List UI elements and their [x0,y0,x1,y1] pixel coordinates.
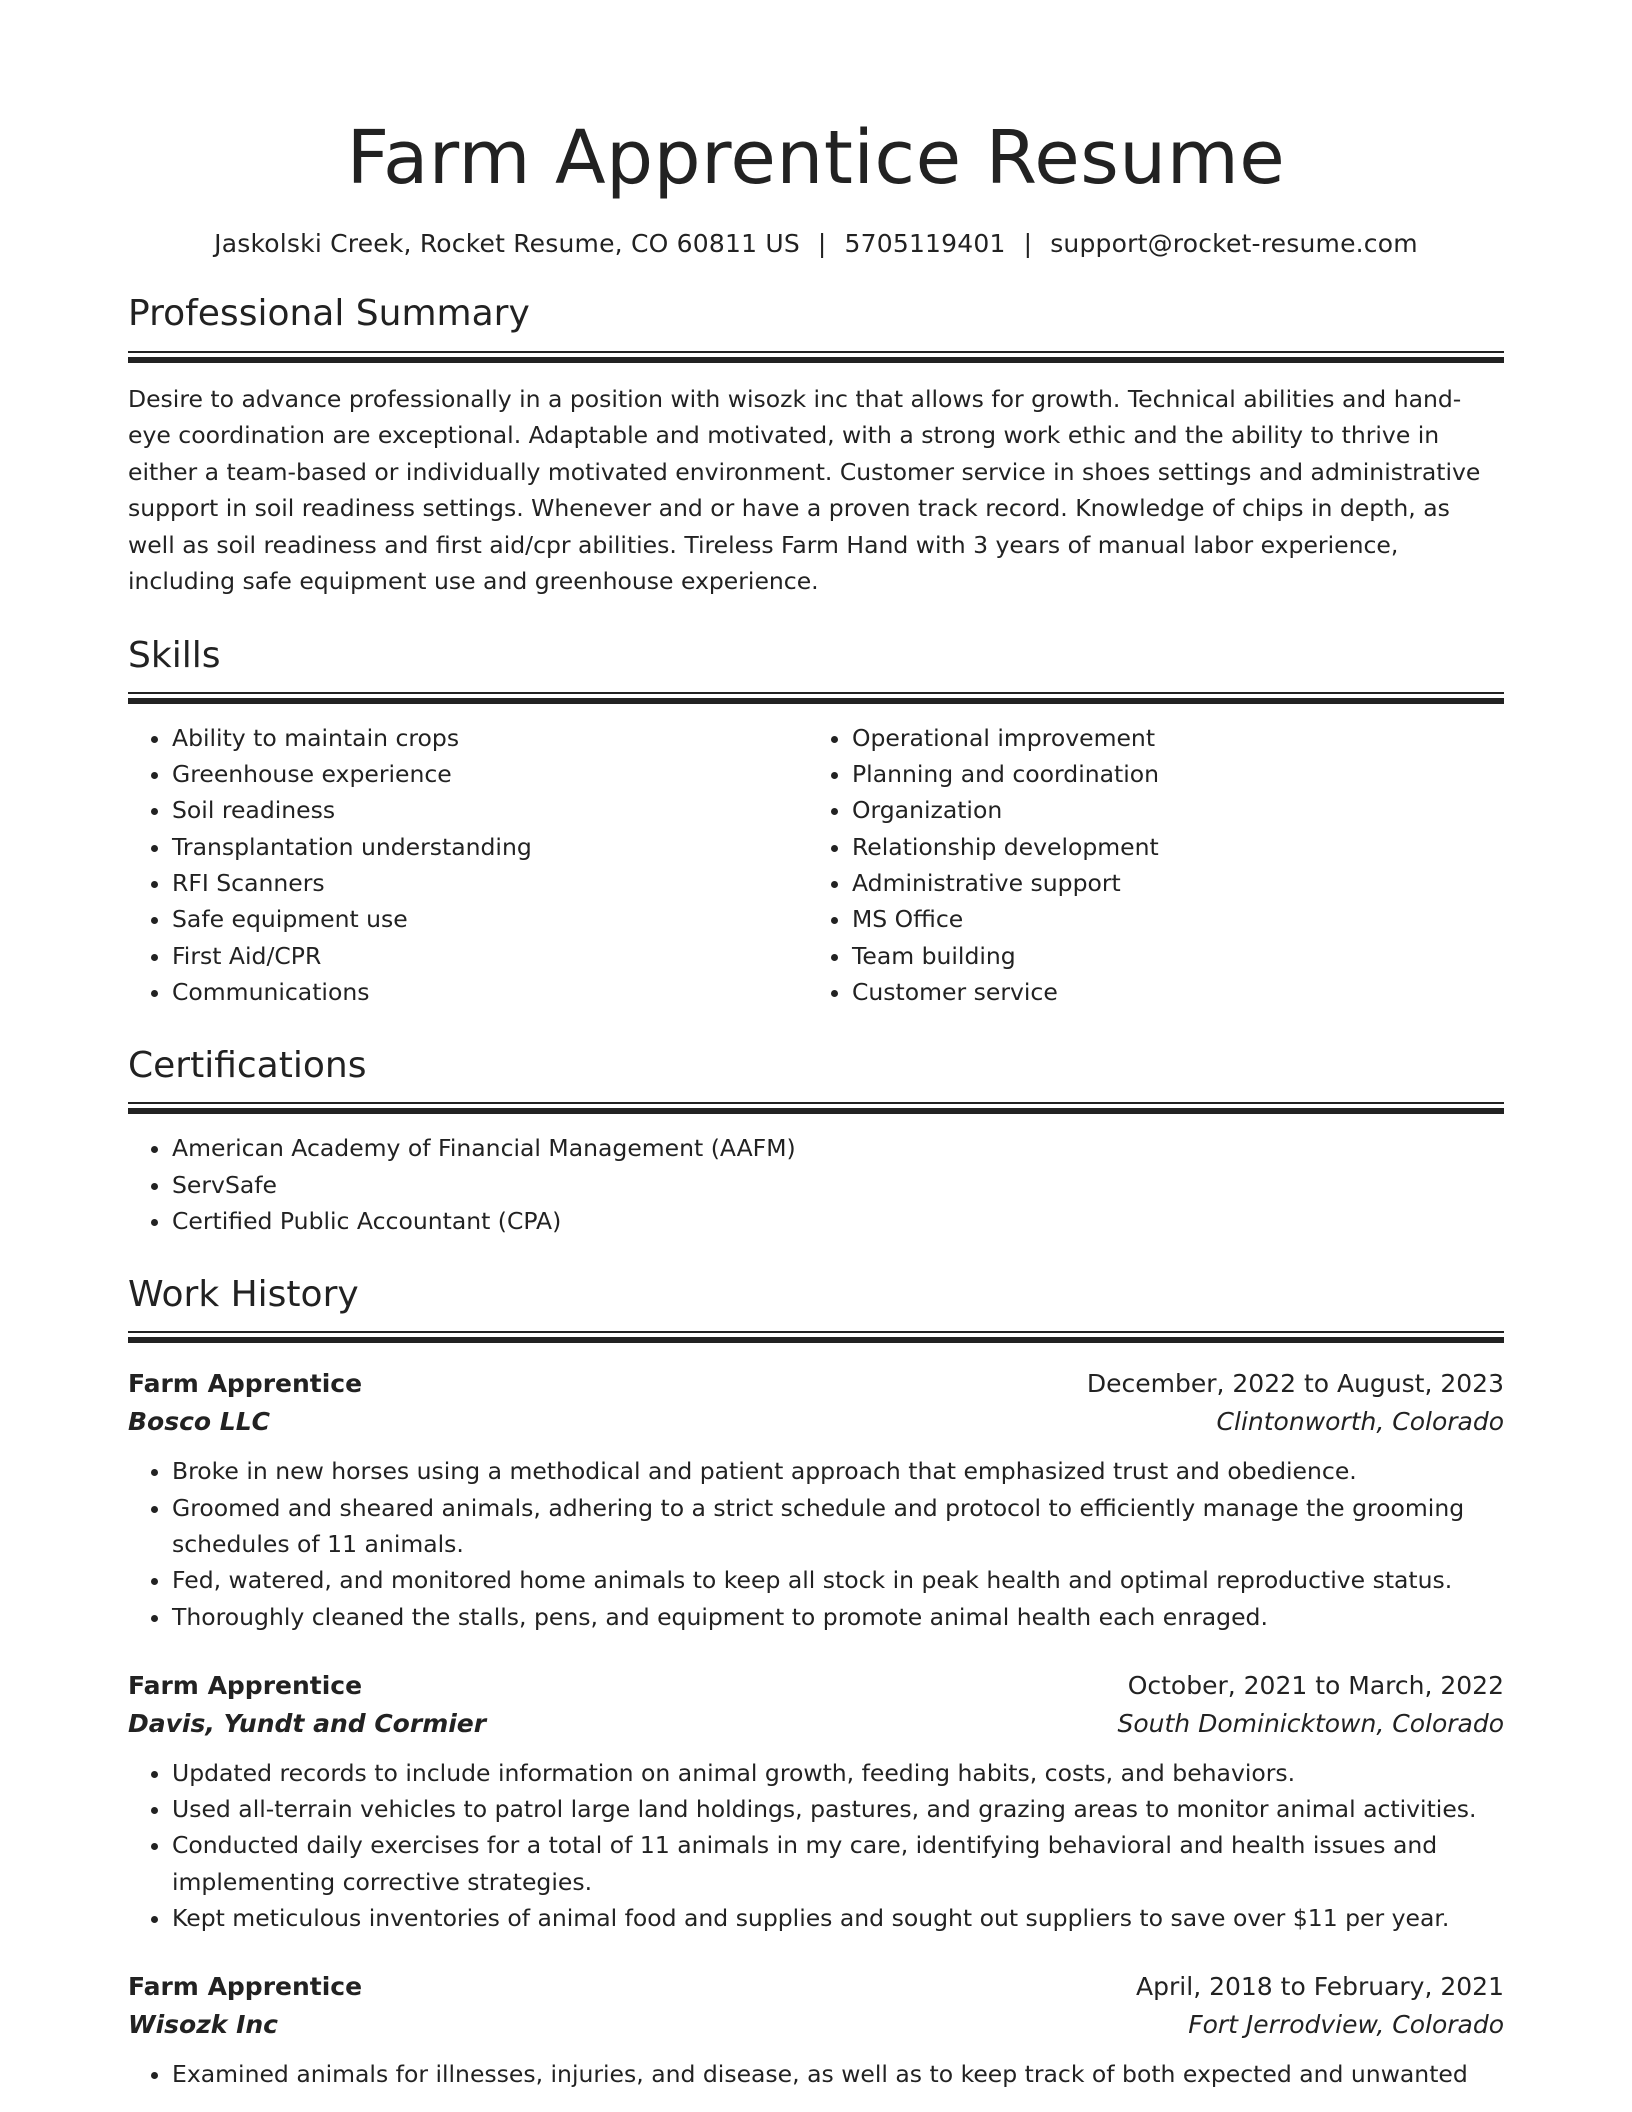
skill-item: • Safe equipment use [172,901,808,937]
skill-item: • First Aid/CPR [172,938,808,974]
job-subheader [128,2006,1504,2044]
job-location: South Dominicktown, Colorado [1117,1708,1504,1738]
job-bullet: • Used all-terrain vehicles to patrol large land holdings, pastures, and grazing areas to monitor animal activities. [172,1791,1504,1827]
contact-email: support@rocket-resume.com [1050,229,1418,259]
contact-address: Jaskolski Creek, Rocket Resume, CO 60811 US [214,229,800,259]
summary-section [128,292,1504,599]
contact-separator: | [817,229,827,259]
skill-item: • Administrative support [852,865,1488,901]
contact-separator: | [1023,229,1033,259]
job-bullet: • Thoroughly cleaned the stalls, pens, and equipment to promote animal health each enraged. [172,1599,1504,1635]
summary-text: Desire to advance professionally in a position with wisozk inc that allows for growth. Technical abilities and hand-eye coordination are exceptional. Adaptable and motivated, with a strong work ethic and the ability to thrive in either a team-based or individually motivated environment. Customer service in shoes settings and administrative support in soil readiness settings. Whenever and or have a proven track record. Knowledge of chips in depth, as well as soil readiness and first aid/cpr abilities. Tireless Farm Hand with 3 years of manual labor experience, including safe equipment use and greenhouse experience. [128,384,1481,596]
skills-grid [128,704,1504,1010]
job-entry [128,1667,1504,1936]
job-bullets [128,1755,1504,1936]
job-location: Fort Jerrodview, Colorado [1188,2010,1504,2040]
skill-item: • Relationship development [852,829,1488,865]
skills-list-right [808,720,1488,1010]
job-title: Farm Apprentice [128,1369,363,1399]
certifications-list [128,1130,1504,1239]
skill-item: • Ability to maintain crops [172,720,808,756]
job-entry [128,1365,1504,1634]
skill-item: • MS Office [852,901,1488,937]
job-dates: December, 2022 to August, 2023 [1086,1369,1504,1399]
job-bullet: • Kept meticulous inventories of animal food and supplies and sought out suppliers to save over $11 per year. [172,1900,1504,1936]
skill-item: • Communications [172,974,808,1010]
certification-item: • American Academy of Financial Management (AAFM) [172,1130,1504,1166]
job-dates: April, 2018 to February, 2021 [1136,1972,1504,2002]
job-header [128,1365,1504,1403]
job-entry [128,1968,1504,2092]
job-header [128,1667,1504,1705]
job-bullets [128,2056,1504,2092]
certification-item: • Certified Public Accountant (CPA) [172,1203,1504,1239]
job-bullet: • Examined animals for illnesses, injuries, and disease, as well as to keep track of both expected and unwanted [172,2056,1504,2092]
work-history-section [128,1273,1504,2092]
section-divider [128,1102,1504,1114]
skill-item: • RFI Scanners [172,865,808,901]
job-subheader [128,1705,1504,1743]
job-bullet: • Updated records to include information on animal growth, feeding habits, costs, and behaviors. [172,1755,1504,1791]
skill-item: • Planning and coordination [852,756,1488,792]
job-subheader [128,1403,1504,1441]
section-divider [128,351,1504,363]
skills-list-left [128,720,808,1010]
certifications-heading: Certifications [128,1045,367,1087]
job-location: Clintonworth, Colorado [1216,1407,1504,1437]
skill-item: • Organization [852,792,1488,828]
job-bullet: • Conducted daily exercises for a total of 11 animals in my care, identifying behavioral and health issues and implementing corrective strategies. [172,1827,1504,1900]
job-company: Wisozk Inc [128,2010,278,2040]
skill-item: • Customer service [852,974,1488,1010]
contact-line [128,229,1504,258]
resume-title: Farm Apprentice Resume [346,115,1286,201]
section-divider [128,692,1504,704]
skill-item: • Soil readiness [172,792,808,828]
job-bullet: • Broke in new horses using a methodical and patient approach that emphasized trust and obedience. [172,1453,1504,1489]
work-history-heading: Work History [128,1274,359,1316]
job-company: Bosco LLC [128,1407,271,1437]
job-title: Farm Apprentice [128,1670,363,1700]
skills-section [128,634,1504,1011]
job-bullet: • Fed, watered, and monitored home animals to keep all stock in peak health and optimal reproductive status. [172,1562,1504,1598]
job-bullets [128,1453,1504,1634]
skill-item: • Transplantation understanding [172,829,808,865]
job-dates: October, 2021 to March, 2022 [1127,1670,1504,1700]
skill-item: • Greenhouse experience [172,756,808,792]
section-divider [128,1331,1504,1343]
summary-heading: Professional Summary [128,293,530,335]
contact-phone: 5705119401 [844,229,1006,259]
job-header [128,1968,1504,2006]
skill-item: • Team building [852,938,1488,974]
certifications-section [128,1044,1504,1239]
job-title: Farm Apprentice [128,1972,363,2002]
skills-heading: Skills [128,634,221,676]
job-company: Davis, Yundt and Cormier [128,1708,487,1738]
job-bullet: • Groomed and sheared animals, adhering to a strict schedule and protocol to efficiently manage the grooming schedules of 11 animals. [172,1490,1504,1563]
certification-item: • ServSafe [172,1167,1504,1203]
skill-item: • Operational improvement [852,720,1488,756]
